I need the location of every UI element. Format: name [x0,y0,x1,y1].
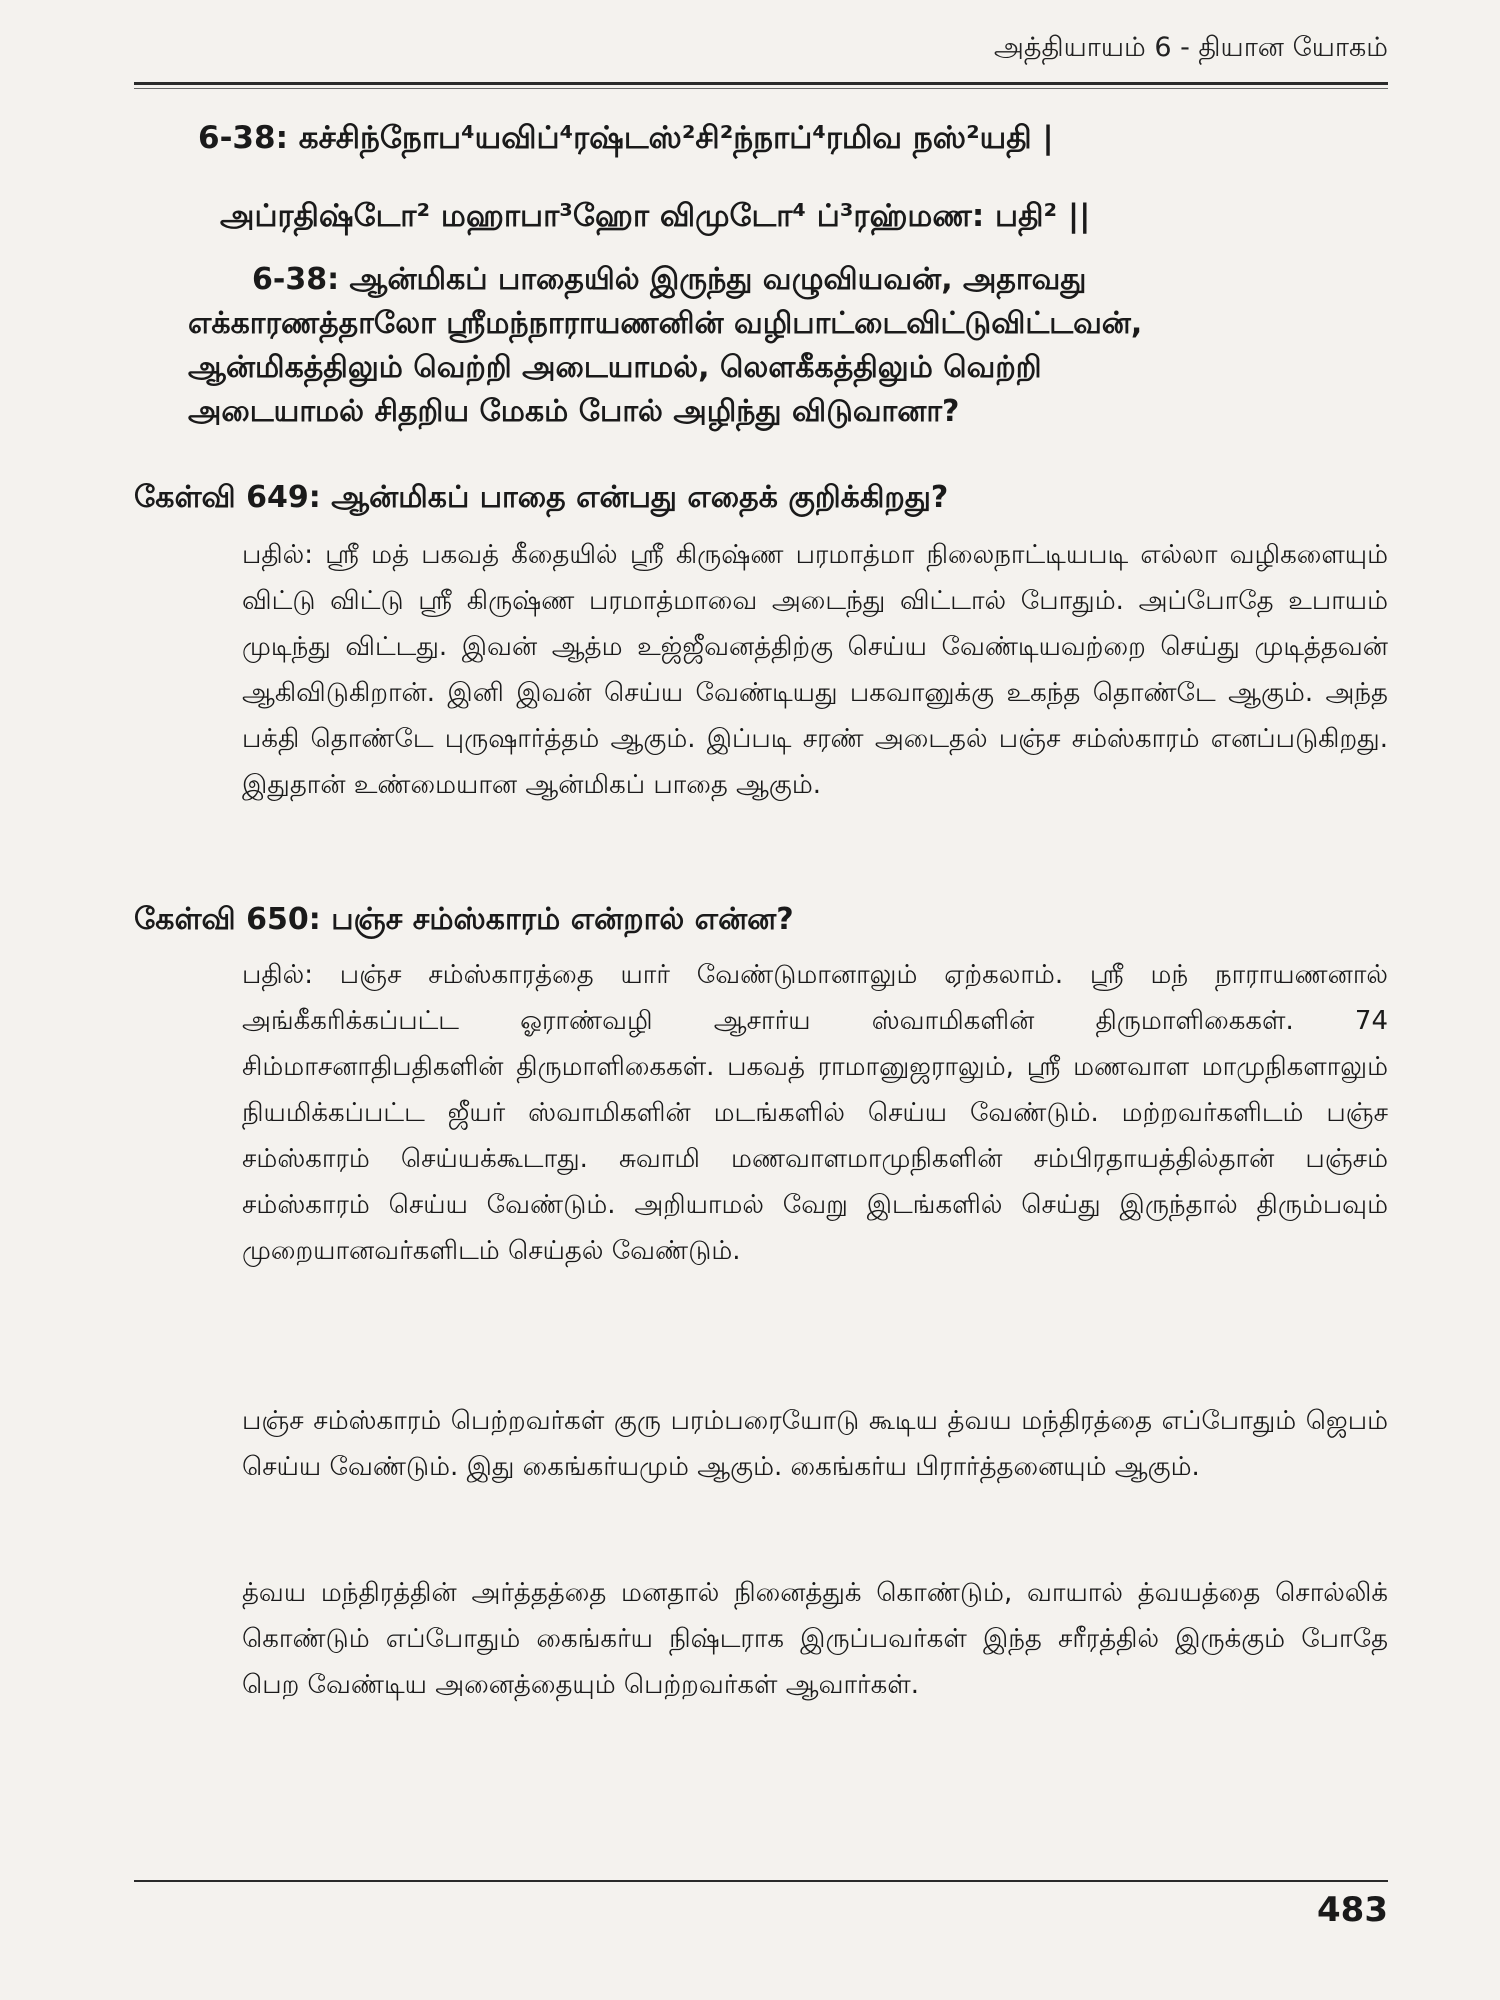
header-rule [134,82,1388,85]
question-649-answer [134,532,1388,808]
meaning-line-3: ஆன்மிகத்திலும் வெற்றி அடையாமல், லௌகீகத்திலும் வெற்றி [188,350,1042,385]
verse-line-1: 6-38: கச்சிந்நோப⁴யவிப்⁴ரஷ்டஸ்²சி²ந்நாப்⁴ரமிவ நஸ்²யதி | [198,120,1054,156]
question-650-heading: கேள்வி 650: பஞ்ச சம்ஸ்காரம் என்றால் என்ன? [134,902,794,937]
paragraph-dvaya-japa [134,1398,1388,1490]
footer-rule [134,1880,1388,1882]
question-649-heading: கேள்வி 649: ஆன்மிகப் பாதை என்பது எதைக் குறிக்கிறது? [134,480,949,515]
verse-line-2: அப்ரதிஷ்டோ² மஹாபா³ஹோ விமுடோ⁴ ப்³ரஹ்மண: பதி² || [220,198,1091,234]
header-rule-thin [134,88,1388,89]
running-header: அத்தியாயம் 6 - தியான யோகம் [993,32,1388,63]
page-number: 483 [1317,1890,1388,1930]
answer-650-text: பதில்: பஞ்ச சம்ஸ்காரத்தை யார் வேண்டுமானாலும் ஏற்கலாம். ஸ்ரீ மந் நாராயணனால் அங்கீகரிக்கப்பட்ட ஓராண்வழி ஆசார்ய ஸ்வாமிகளின் திருமாளிகைகள். 74 சிம்மாசனாதிபதிகளின் திருமாளிகைகள். பகவத் ராமானுஜராலும், ஸ்ரீ மணவாள மாமுநிகளாலும் நியமிக்கப்பட்ட ஜீயர் ஸ்வாமிகளின் மடங்களில் செய்ய வேண்டும். மற்றவர்களிடம் பஞ்ச சம்ஸ்காரம் செய்யக்கூடாது. சுவாமி மணவாளமாமுநிகளின் சம்பிரதாயத்தில்தான் பஞ்சம் சம்ஸ்காரம் செய்ய வேண்டும். அறியாமல் வேறு இடங்களில் செய்து இருந்தால் திரும்பவும் முறையானவர்களிடம் செய்தல் வேண்டும். [242,960,1388,1266]
dvaya-meaning-text: த்வய மந்திரத்தின் அர்த்தத்தை மனதால் நினைத்துக் கொண்டும், வாயால் த்வயத்தை சொல்லிக் கொண்டும் எப்போதும் கைங்கர்ய நிஷ்டராக இருப்பவர்கள் இந்த சரீரத்தில் இருக்கும் போதே பெற வேண்டிய அனைத்தையும் பெற்றவர்கள் ஆவார்கள். [242,1578,1388,1700]
meaning-line-1: 6-38: ஆன்மிகப் பாதையில் இருந்து வழுவியவன், அதாவது [252,262,1087,297]
meaning-line-4: அடையாமல் சிதறிய மேகம் போல் அழிந்து விடுவானா? [188,394,960,429]
meaning-line-2: எக்காரணத்தாலோ ஸ்ரீமந்நாராயணனின் வழிபாட்டைவிட்டுவிட்டவன், [188,306,1143,341]
verse-meaning [188,258,1388,434]
answer-649-text: பதில்: ஸ்ரீ மத் பகவத் கீதையில் ஸ்ரீ கிருஷ்ண பரமாத்மா நிலைநாட்டியபடி எல்லா வழிகளையும் விட்டு விட்டு ஸ்ரீ கிருஷ்ண பரமாத்மாவை அடைந்து விட்டால் போதும். அப்போதே உபாயம் முடிந்து விட்டது. இவன் ஆத்ம உஜ்ஜீவனத்திற்கு செய்ய வேண்டியவற்றை செய்து முடித்தவன் ஆகிவிடுகிறான். இனி இவன் செய்ய வேண்டியது பகவானுக்கு உகந்த தொண்டே ஆகும். அந்த பக்தி தொண்டே புருஷார்த்தம் ஆகும். இப்படி சரண் அடைதல் பஞ்ச சம்ஸ்காரம் எனப்படுகிறது. இதுதான் உண்மையான ஆன்மிகப் பாதை ஆகும். [242,540,1388,800]
dvaya-japa-text: பஞ்ச சம்ஸ்காரம் பெற்றவர்கள் குரு பரம்பரையோடு கூடிய த்வய மந்திரத்தை எப்போதும் ஜெபம் செய்ய வேண்டும். இது கைங்கர்யமும் ஆகும். கைங்கர்ய பிரார்த்தனையும் ஆகும். [242,1406,1388,1482]
paragraph-dvaya-meaning [134,1570,1388,1708]
question-650-answer [134,952,1388,1274]
